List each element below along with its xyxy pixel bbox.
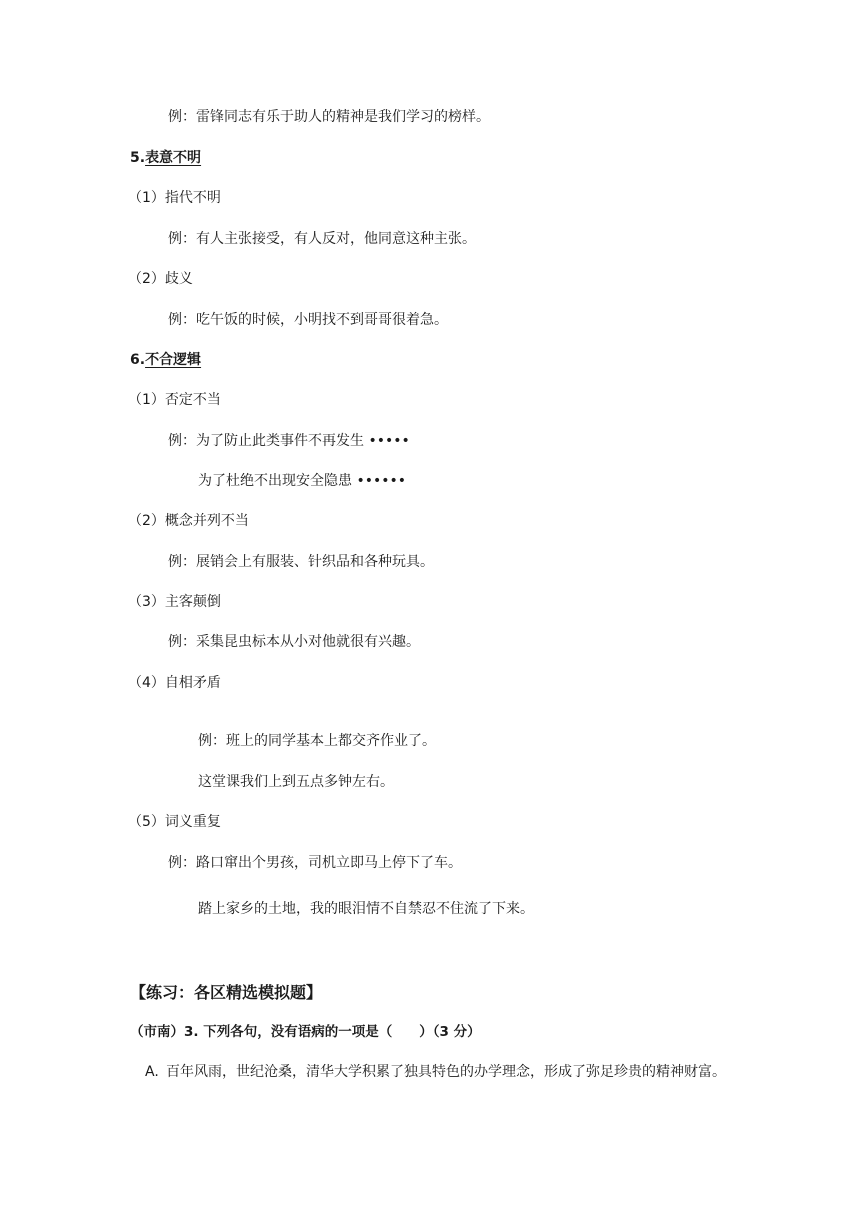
example-text: 这堂课我们上到五点多钟左右。	[198, 774, 394, 790]
example-text: 例：路口窜出个男孩，司机立即马上停下了车。	[168, 855, 462, 871]
section-heading-5	[130, 148, 201, 168]
example-text: 例：为了防止此类事件不再发生 •••••	[168, 433, 410, 449]
subheading: （4）自相矛盾	[128, 675, 221, 691]
subheading: （5）词义重复	[128, 814, 221, 830]
heading-number: 5.	[130, 150, 146, 166]
subheading: （3）主客颠倒	[128, 594, 221, 610]
example-text: 例：雷锋同志有乐于助人的精神是我们学习的榜样。	[168, 109, 490, 125]
example-text: 例：班上的同学基本上都交齐作业了。	[198, 733, 436, 749]
option-a	[145, 1058, 745, 1086]
example-text: 例：吃午饭的时候，小明找不到哥哥很着急。	[168, 312, 448, 328]
subheading: （2）概念并列不当	[128, 513, 249, 529]
option-text: 百年风雨，世纪沧桑，清华大学积累了独具特色的办学理念，形成了弥足珍贵的精神财富。	[166, 1064, 726, 1080]
subheading: （1）指代不明	[128, 190, 221, 206]
practice-title: 【练习：各区精选模拟题】	[130, 983, 323, 1002]
subheading: （2）歧义	[128, 271, 193, 287]
example-text: 例：展销会上有服装、针织品和各种玩具。	[168, 554, 434, 570]
option-label: A.	[145, 1064, 159, 1080]
heading-title: 不合逻辑	[145, 352, 202, 368]
question-stem: （市南）3. 下列各句，没有语病的一项是（ ）（3 分）	[130, 1024, 481, 1040]
section-heading-6	[130, 350, 201, 370]
example-text: 例：采集昆虫标本从小对他就很有兴趣。	[168, 634, 420, 650]
example-text: 例：有人主张接受，有人反对，他同意这种主张。	[168, 231, 476, 247]
subheading: （1）否定不当	[128, 392, 221, 408]
example-text: 踏上家乡的土地，我的眼泪情不自禁忍不住流了下来。	[198, 901, 534, 917]
heading-number: 6.	[130, 352, 146, 368]
example-text: 为了杜绝不出现安全隐患 ••••••	[198, 473, 406, 489]
heading-title: 表意不明	[145, 150, 202, 166]
